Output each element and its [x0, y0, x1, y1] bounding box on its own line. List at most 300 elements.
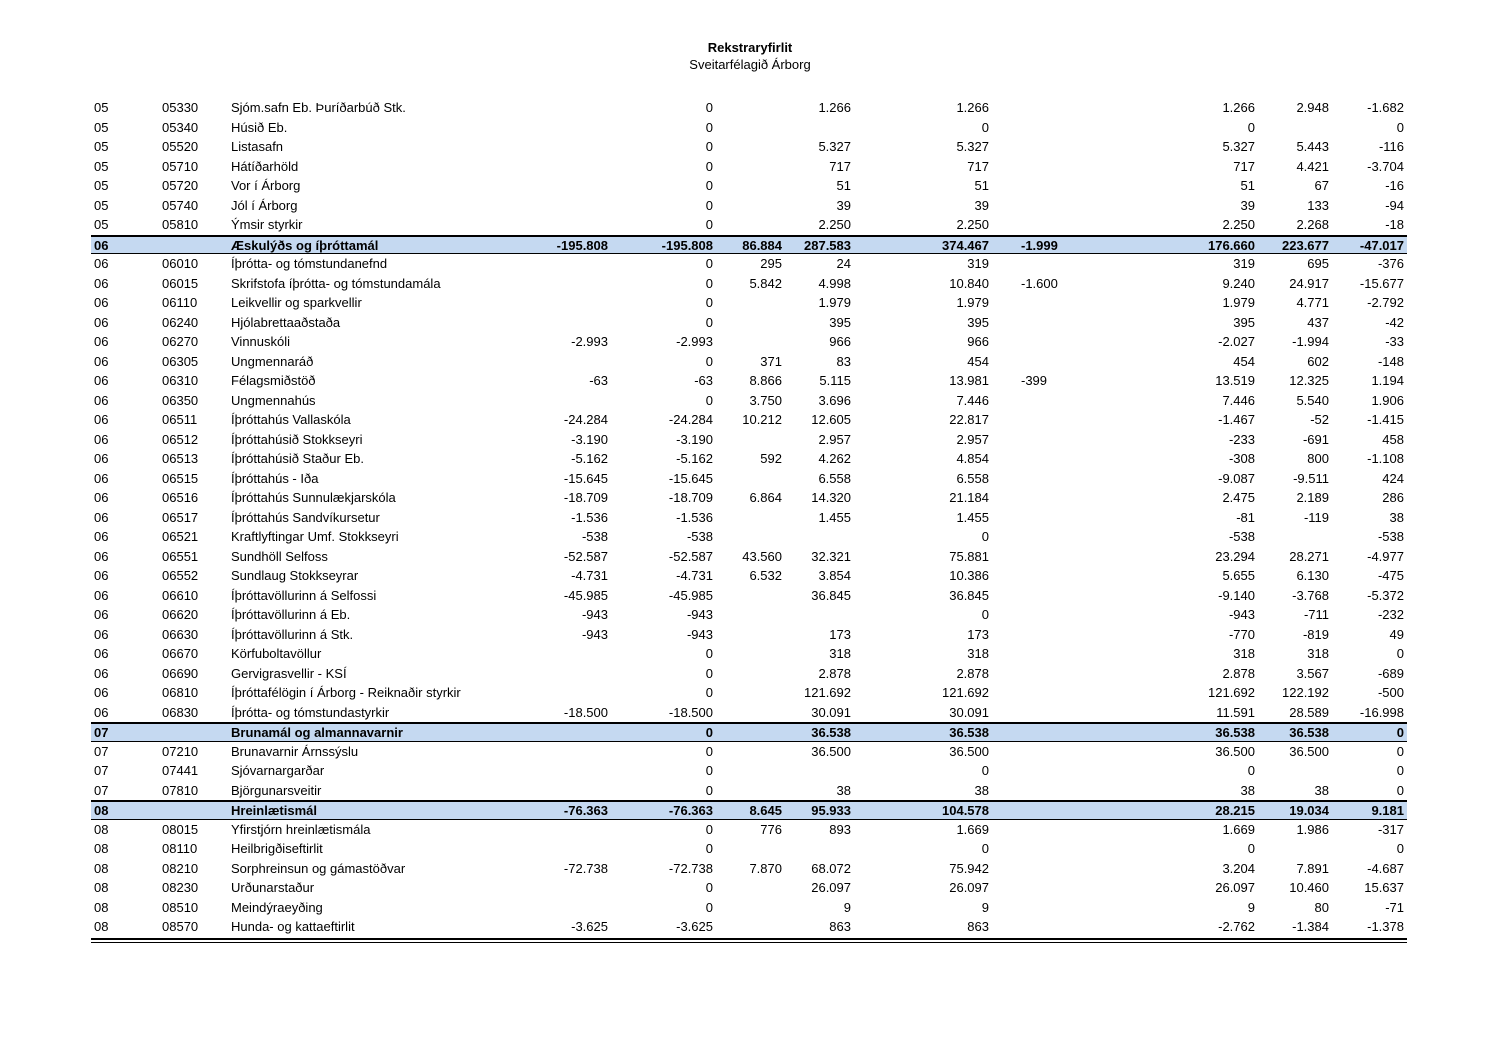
flokkur-cell: 07: [94, 763, 109, 778]
value-cell-7: 36.538: [1215, 725, 1255, 740]
value-cell-2: 0: [705, 821, 713, 837]
group-total-row: [91, 235, 1407, 255]
value-cell-5: 38: [974, 782, 989, 798]
value-cell-8: 28.271: [1289, 548, 1329, 564]
value-cell-2: -15.645: [668, 470, 713, 486]
value-cell-5: 395: [967, 314, 989, 330]
value-cell-9: -5.372: [1367, 587, 1404, 603]
deild-cell: 06110: [162, 295, 198, 310]
value-cell-4: 4.998: [818, 275, 851, 291]
table-row: [91, 469, 1407, 489]
value-cell-4: 36.845: [811, 587, 851, 603]
deild-cell: 05340: [162, 119, 199, 135]
table-row: [91, 137, 1407, 157]
table-row: [91, 605, 1407, 625]
table-row: [91, 254, 1407, 274]
value-cell-5: 0: [981, 119, 989, 135]
heiti-cell: Björgunarsveitir: [231, 782, 322, 798]
value-cell-2: 0: [705, 763, 713, 778]
flokkur-cell: 06: [94, 490, 109, 505]
value-cell-7: 121.692: [1208, 685, 1255, 700]
heiti-cell: Körfuboltavöllur: [231, 646, 322, 661]
value-cell-3: 7.870: [749, 860, 782, 876]
deild-cell: 05810: [162, 217, 199, 232]
value-cell-4: 68.072: [811, 860, 851, 876]
deild-cell: 08230: [162, 880, 199, 895]
heiti-cell: Íþróttahús Sunnulækjarskóla: [231, 490, 396, 505]
value-cell-9: 0: [1396, 119, 1404, 135]
value-cell-1: -538: [581, 529, 608, 544]
value-cell-4: 121.692: [804, 685, 851, 700]
value-cell-1: -52.587: [563, 548, 608, 564]
value-cell-4: 173: [829, 626, 851, 642]
flokkur-cell: 05: [94, 158, 109, 174]
value-cell-7: 11.591: [1216, 704, 1255, 720]
value-cell-9: -16.998: [1359, 704, 1404, 720]
value-cell-8: 133: [1307, 197, 1329, 213]
deild-cell: 06270: [162, 334, 199, 349]
value-cell-1: -18.500: [563, 704, 608, 720]
value-cell-8: 36.538: [1289, 725, 1329, 740]
value-cell-1: -943: [581, 607, 608, 622]
value-cell-7: 3.204: [1222, 860, 1255, 876]
deild-cell: 05710: [162, 158, 199, 174]
flokkur-cell: 06: [94, 451, 109, 466]
group-total-row: [91, 800, 1407, 820]
value-cell-4: 3.696: [818, 392, 851, 408]
flokkur-cell: 06: [94, 548, 109, 564]
value-cell-9: 0: [1396, 763, 1404, 778]
value-cell-3: 86.884: [742, 237, 782, 253]
deild-cell: 08110: [162, 841, 198, 856]
deild-cell: 08015: [162, 821, 199, 837]
value-cell-8: -52: [1310, 412, 1329, 427]
deild-cell: 06552: [162, 568, 199, 583]
heiti-cell: Íþróttavöllurinn á Eb.: [231, 607, 351, 622]
deild-cell: 07210: [162, 743, 199, 759]
value-cell-4: 287.583: [804, 237, 851, 253]
flokkur-cell: 06: [94, 373, 109, 388]
value-cell-7: 176.660: [1208, 237, 1255, 253]
value-cell-4: 318: [829, 646, 851, 661]
value-cell-2: -72.738: [668, 860, 713, 876]
value-cell-2: -1.536: [676, 509, 713, 525]
value-cell-6: -399: [1021, 373, 1048, 388]
table-row: [91, 508, 1407, 528]
value-cell-8: -711: [1303, 607, 1329, 622]
flokkur-cell: 06: [94, 470, 109, 486]
value-cell-8: 2.268: [1296, 217, 1329, 232]
value-cell-2: -52.587: [668, 548, 713, 564]
value-cell-2: 0: [705, 119, 713, 135]
heiti-cell: Íþróttahús Sandvíkursetur: [231, 509, 380, 525]
deild-cell: 05330: [162, 100, 199, 115]
value-cell-5: 9: [981, 899, 989, 915]
value-cell-4: 26.097: [811, 880, 851, 895]
heiti-cell: Vor í Árborg: [231, 178, 301, 193]
table-row: [91, 586, 1407, 606]
value-cell-8: 318: [1307, 646, 1329, 661]
value-cell-3: 10.212: [742, 412, 782, 427]
value-cell-9: -16: [1385, 178, 1404, 193]
value-cell-4: 24: [836, 256, 851, 271]
value-cell-5: 2.957: [956, 431, 989, 447]
value-cell-5: 318: [967, 646, 989, 661]
report-title: Rekstraryfirlit: [707, 40, 793, 55]
deild-cell: 06305: [162, 353, 199, 369]
table-row: [91, 449, 1407, 469]
value-cell-7: 318: [1233, 646, 1255, 661]
table-row: [91, 644, 1407, 664]
value-cell-7: 454: [1233, 353, 1255, 369]
flokkur-cell: 08: [94, 821, 109, 837]
value-cell-7: -9.140: [1218, 587, 1255, 603]
value-cell-8: 28.589: [1289, 704, 1329, 720]
flokkur-cell: 06: [94, 665, 109, 681]
value-cell-7: 13.519: [1215, 373, 1255, 388]
value-cell-7: 717: [1233, 158, 1255, 174]
value-cell-2: -18.709: [668, 490, 713, 505]
value-cell-7: -1.467: [1218, 412, 1255, 427]
table-row: [91, 898, 1407, 918]
heiti-cell: Brunavarnir Árnssýslu: [231, 743, 359, 759]
value-cell-7: 395: [1233, 314, 1255, 330]
value-cell-8: 10.460: [1289, 880, 1329, 895]
value-cell-7: 39: [1240, 197, 1255, 213]
value-cell-4: 14.320: [811, 490, 851, 505]
value-cell-7: 51: [1240, 178, 1255, 193]
heiti-cell: Íþróttahús Vallaskóla: [231, 412, 351, 427]
flokkur-cell: 06: [94, 237, 109, 253]
value-cell-5: 36.845: [949, 587, 989, 603]
value-cell-5: 0: [981, 529, 989, 544]
flokkur-cell: 05: [94, 119, 109, 135]
value-cell-4: 32.321: [811, 548, 851, 564]
value-cell-7: 0: [1247, 841, 1255, 856]
value-cell-9: -1.682: [1367, 100, 1404, 115]
value-cell-5: 75.942: [949, 860, 989, 876]
heiti-cell: Vinnuskóli: [231, 334, 291, 349]
value-cell-5: 7.446: [956, 392, 989, 408]
heiti-cell: Gervigrasvellir - KSÍ: [231, 665, 347, 681]
value-cell-8: 67: [1314, 178, 1329, 193]
heiti-cell: Skrifstofa íþrótta- og tómstundamála: [231, 275, 441, 291]
flokkur-cell: 08: [94, 841, 109, 856]
value-cell-9: -94: [1385, 197, 1404, 213]
value-cell-7: 1.979: [1222, 295, 1255, 310]
value-cell-9: -2.792: [1367, 295, 1404, 310]
value-cell-4: 12.605: [811, 412, 851, 427]
flokkur-cell: 06: [94, 295, 109, 310]
value-cell-9: -1.108: [1367, 451, 1404, 466]
heiti-cell: Sundhöll Selfoss: [231, 548, 328, 564]
value-cell-7: 1.669: [1222, 821, 1255, 837]
value-cell-1: -76.363: [563, 803, 608, 818]
value-cell-2: -943: [686, 607, 713, 622]
value-cell-7: -233: [1228, 431, 1255, 447]
value-cell-3: 295: [760, 256, 782, 271]
value-cell-7: 5.655: [1222, 568, 1255, 583]
flokkur-cell: 07: [94, 743, 109, 759]
value-cell-5: 36.538: [949, 725, 989, 740]
heiti-cell: Ungmennaráð: [231, 353, 314, 369]
value-cell-9: 0: [1396, 743, 1404, 759]
value-cell-8: 1.986: [1296, 821, 1329, 837]
heiti-cell: Íþrótta- og tómstundastyrkir: [231, 704, 390, 720]
value-cell-8: -691: [1302, 431, 1329, 447]
value-cell-2: 0: [705, 646, 713, 661]
value-cell-1: -4.731: [571, 568, 608, 583]
value-cell-1: -45.985: [563, 587, 608, 603]
value-cell-8: 5.443: [1296, 139, 1329, 154]
value-cell-5: 21.184: [949, 490, 989, 505]
value-cell-7: -308: [1228, 451, 1255, 466]
value-cell-8: -3.768: [1292, 587, 1329, 603]
value-cell-2: 0: [705, 295, 713, 310]
flokkur-cell: 06: [94, 392, 109, 408]
value-cell-5: 1.266: [956, 100, 989, 115]
value-cell-7: 9: [1247, 899, 1255, 915]
value-cell-5: 75.881: [949, 548, 989, 564]
deild-cell: 06670: [162, 646, 199, 661]
flokkur-cell: 08: [94, 860, 109, 876]
value-cell-2: 0: [705, 197, 713, 213]
value-cell-3: 43.560: [742, 548, 782, 564]
value-cell-2: -45.985: [668, 587, 713, 603]
value-cell-9: 0: [1396, 646, 1404, 661]
value-cell-2: 0: [705, 139, 713, 154]
value-cell-9: -116: [1378, 139, 1404, 154]
value-cell-4: 3.854: [818, 568, 851, 583]
heiti-cell: Sjóm.safn Eb. Þuríðarbúð Stk.: [231, 100, 406, 115]
value-cell-8: 6.130: [1296, 568, 1329, 583]
table-row: [91, 547, 1407, 567]
value-cell-6: -1.600: [1021, 275, 1058, 291]
value-cell-8: 3.567: [1296, 665, 1329, 681]
deild-cell: 06630: [162, 626, 199, 642]
flokkur-cell: 06: [94, 646, 109, 661]
value-cell-8: 4.771: [1296, 295, 1329, 310]
value-cell-2: -4.731: [676, 568, 713, 583]
value-cell-7: 319: [1233, 256, 1255, 271]
value-cell-2: 0: [705, 314, 713, 330]
value-cell-3: 8.645: [749, 803, 782, 818]
deild-cell: 06515: [162, 470, 199, 486]
group-total-row: [91, 722, 1407, 742]
value-cell-8: -819: [1302, 626, 1329, 642]
value-cell-2: 0: [705, 743, 713, 759]
value-cell-8: 2.189: [1296, 490, 1329, 505]
value-cell-1: -943: [581, 626, 608, 642]
value-cell-4: 95.933: [811, 803, 851, 818]
value-cell-5: 1.979: [956, 295, 989, 310]
value-cell-9: 9.181: [1371, 803, 1404, 818]
value-cell-4: 2.250: [818, 217, 851, 232]
value-cell-2: 0: [705, 217, 713, 232]
value-cell-9: -1.415: [1367, 412, 1404, 427]
table-row: [91, 781, 1407, 801]
table-row: [91, 820, 1407, 840]
value-cell-5: 121.692: [942, 685, 989, 700]
value-cell-7: 2.250: [1222, 217, 1255, 232]
value-cell-1: -63: [589, 373, 608, 388]
table-row: [91, 742, 1407, 762]
flokkur-cell: 06: [94, 529, 109, 544]
value-cell-5: 10.840: [949, 275, 989, 291]
value-cell-2: -5.162: [676, 451, 713, 466]
deild-cell: 06610: [162, 587, 199, 603]
value-cell-2: 0: [705, 100, 713, 115]
value-cell-8: 38: [1314, 782, 1329, 798]
value-cell-4: 1.266: [818, 100, 851, 115]
table-row: [91, 625, 1407, 645]
table-row: [91, 839, 1407, 859]
deild-cell: 06015: [162, 275, 199, 291]
value-cell-9: 0: [1396, 725, 1404, 740]
value-cell-8: -119: [1303, 509, 1329, 525]
flokkur-cell: 05: [94, 178, 109, 193]
value-cell-5: 104.578: [942, 803, 989, 818]
value-cell-3: 371: [760, 353, 782, 369]
deild-cell: 06810: [162, 685, 199, 700]
deild-cell: 06350: [162, 392, 199, 408]
value-cell-1: -24.284: [563, 412, 608, 427]
value-cell-6: -1.999: [1021, 237, 1058, 253]
flokkur-cell: 06: [94, 431, 109, 447]
value-cell-9: 15.637: [1364, 880, 1404, 895]
value-cell-4: 36.538: [811, 725, 851, 740]
table-bottom-rule: [91, 938, 1407, 943]
value-cell-8: 695: [1307, 256, 1329, 271]
value-cell-1: -72.738: [563, 860, 608, 876]
heiti-cell: Kraftlyftingar Umf. Stokkseyri: [231, 529, 399, 544]
flokkur-cell: 08: [94, 880, 109, 895]
value-cell-8: 2.948: [1296, 100, 1329, 115]
table-row: [91, 566, 1407, 586]
deild-cell: 06512: [162, 431, 199, 447]
table-row: [91, 196, 1407, 216]
heiti-cell: Heilbrigðiseftirlit: [231, 841, 323, 856]
value-cell-2: 0: [705, 275, 713, 291]
value-cell-4: 6.558: [818, 470, 851, 486]
heiti-cell: Sorphreinsun og gámastöðvar: [231, 860, 406, 876]
value-cell-2: 0: [705, 899, 713, 915]
value-cell-4: 2.878: [818, 665, 851, 681]
value-cell-1: -3.625: [571, 919, 608, 934]
value-cell-8: -9.511: [1293, 470, 1329, 486]
value-cell-9: -148: [1377, 353, 1404, 369]
value-cell-4: 5.115: [819, 373, 851, 388]
value-cell-9: -4.977: [1367, 548, 1404, 564]
value-cell-3: 6.864: [749, 490, 782, 505]
value-cell-4: 863: [829, 919, 851, 934]
value-cell-5: 1.669: [956, 821, 989, 837]
value-cell-8: 122.192: [1282, 685, 1329, 700]
heiti-cell: Hjólabrettaaðstaða: [231, 314, 341, 330]
report-subtitle: Sveitarfélagið Árborg: [689, 57, 811, 72]
value-cell-2: -76.363: [668, 803, 713, 818]
table-row: [91, 703, 1407, 723]
value-cell-9: -317: [1377, 821, 1404, 837]
deild-cell: 05740: [162, 197, 199, 213]
heiti-cell: Urðunarstaður: [231, 880, 315, 895]
value-cell-1: -1.536: [571, 509, 608, 525]
deild-cell: 06690: [162, 665, 199, 681]
value-cell-8: -1.384: [1292, 919, 1329, 934]
flokkur-cell: 06: [94, 568, 109, 583]
flokkur-cell: 06: [94, 626, 109, 642]
value-cell-9: 458: [1382, 431, 1404, 447]
flokkur-cell: 06: [94, 353, 109, 369]
value-cell-5: 966: [967, 334, 989, 349]
value-cell-4: 39: [836, 197, 851, 213]
flokkur-cell: 08: [94, 803, 109, 818]
heiti-cell: Brunamál og almannavarnir: [231, 725, 403, 740]
value-cell-9: 0: [1396, 841, 1404, 856]
value-cell-1: -5.162: [571, 451, 608, 466]
value-cell-2: -63: [694, 373, 713, 388]
value-cell-8: 12.325: [1289, 373, 1329, 388]
deild-cell: 06517: [162, 509, 199, 525]
deild-cell: 08210: [162, 860, 199, 876]
value-cell-1: -2.993: [571, 334, 608, 349]
table-row: [91, 274, 1407, 294]
table-row: [91, 293, 1407, 313]
deild-cell: 06513: [162, 451, 199, 466]
deild-cell: 07810: [162, 782, 199, 798]
value-cell-5: 0: [981, 607, 989, 622]
deild-cell: 06511: [162, 412, 198, 427]
value-cell-2: 0: [705, 178, 713, 193]
value-cell-8: 4.421: [1296, 158, 1329, 174]
value-cell-4: 5.327: [818, 139, 851, 154]
value-cell-4: 9: [843, 899, 851, 915]
heiti-cell: Íþróttahús - Iða: [231, 470, 319, 486]
flokkur-cell: 06: [94, 334, 109, 349]
deild-cell: 08570: [162, 919, 199, 934]
value-cell-3: 3.750: [749, 392, 782, 408]
table-row: [91, 332, 1407, 352]
table-row: [91, 176, 1407, 196]
table-row: [91, 157, 1407, 177]
value-cell-2: -18.500: [668, 704, 713, 720]
value-cell-4: 36.500: [811, 743, 851, 759]
value-cell-7: 5.327: [1222, 139, 1255, 154]
value-cell-5: 22.817: [949, 412, 989, 427]
value-cell-7: 9.240: [1222, 275, 1255, 291]
deild-cell: 05520: [162, 139, 199, 154]
value-cell-5: 39: [974, 197, 989, 213]
flokkur-cell: 06: [94, 275, 109, 291]
heiti-cell: Æskulýðs og íþróttamál: [231, 237, 379, 253]
heiti-cell: Ungmennahús: [231, 392, 316, 408]
value-cell-2: 0: [705, 158, 713, 174]
value-cell-5: 717: [967, 158, 989, 174]
value-cell-5: 13.981: [949, 373, 989, 388]
value-cell-4: 2.957: [818, 431, 851, 447]
flokkur-cell: 06: [94, 314, 109, 330]
value-cell-8: 602: [1307, 353, 1329, 369]
table-row: [91, 878, 1407, 898]
value-cell-9: -18: [1385, 217, 1404, 232]
table-row: [91, 917, 1407, 937]
table-row: [91, 488, 1407, 508]
value-cell-4: 1.455: [818, 509, 851, 525]
value-cell-2: -538: [686, 529, 713, 544]
value-cell-2: 0: [705, 782, 713, 798]
flokkur-cell: 06: [94, 685, 109, 700]
value-cell-7: 28.215: [1215, 803, 1255, 818]
